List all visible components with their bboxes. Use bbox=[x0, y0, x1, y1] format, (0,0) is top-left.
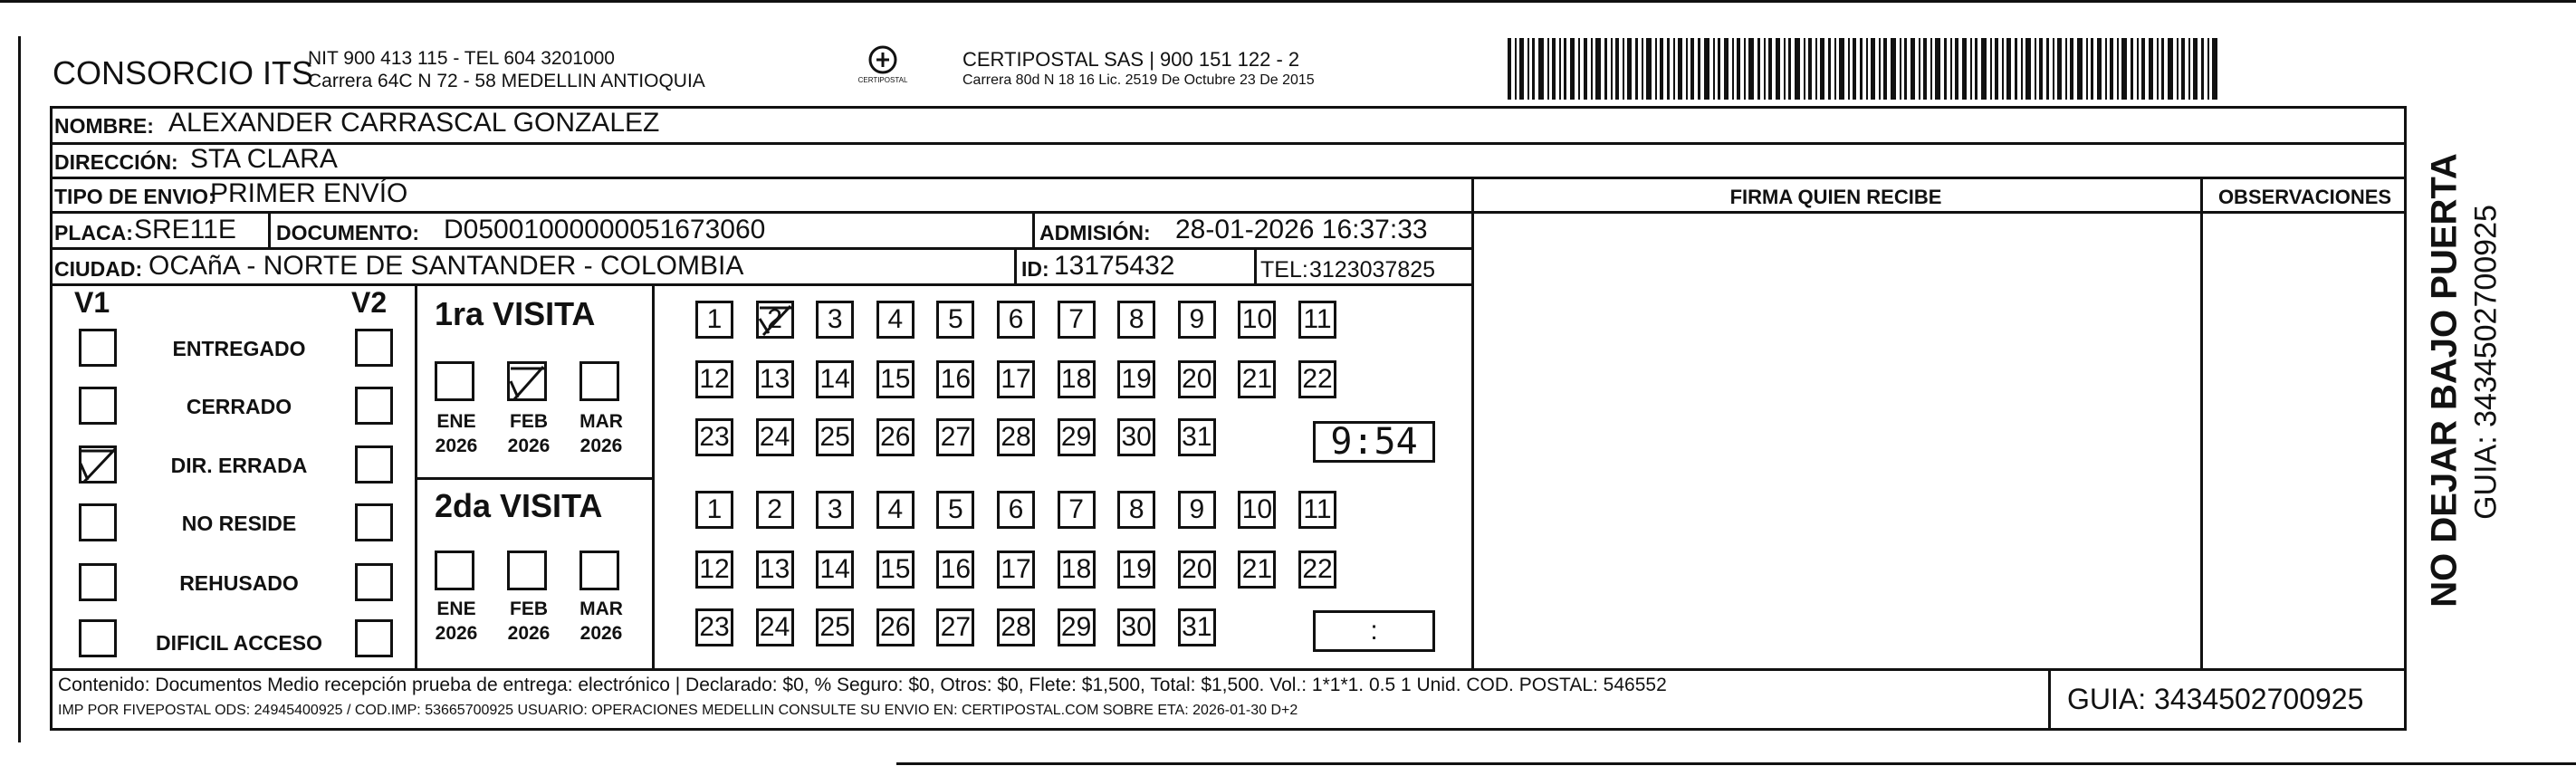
day-number: 27 bbox=[940, 422, 972, 452]
footer-guia: GUIA: 3434502700925 bbox=[2067, 683, 2364, 715]
day-box-17[interactable] bbox=[997, 551, 1035, 589]
day-box-16[interactable] bbox=[936, 551, 974, 589]
day-box-26[interactable] bbox=[876, 608, 915, 646]
nombre-value: ALEXANDER CARRASCAL GONZALEZ bbox=[168, 108, 660, 138]
status-cerrado-label: CERRADO bbox=[186, 395, 292, 418]
footer-imp: IMP POR FIVEPOSTAL ODS: 24945400925 / COD.IMP: 53665700925 USUARIO: OPERACIONES MEDELLIN CONSULTE SU ENVIO EN: CERTIPOSTAL.COM SOBRE ETA: 2026-01-30 D+2 bbox=[58, 703, 1298, 718]
v1-checkbox-dificil-acceso[interactable] bbox=[79, 619, 117, 657]
col-line bbox=[1471, 177, 1474, 670]
carrier-address: Carrera 80d N 18 16 Lic. 2519 De Octubre 23 De 2015 bbox=[962, 72, 1315, 88]
firma-header: FIRMA QUIEN RECIBE bbox=[1729, 186, 1942, 208]
day-number: 8 bbox=[1128, 304, 1144, 334]
first-year-ene: 2026 bbox=[435, 436, 478, 456]
day-number: 12 bbox=[699, 554, 730, 584]
day-number: 20 bbox=[1182, 554, 1212, 584]
day-box-3[interactable] bbox=[816, 301, 854, 339]
day-box-12[interactable] bbox=[695, 360, 733, 398]
v2-checkbox-dificil-acceso[interactable] bbox=[355, 619, 393, 657]
day-number: 9 bbox=[1189, 494, 1205, 524]
day-number: 8 bbox=[1128, 494, 1144, 524]
v2-checkbox-rehusado[interactable] bbox=[355, 563, 393, 601]
day-box-19[interactable] bbox=[1117, 551, 1155, 589]
status-dir-errada-label: DIR. ERRADA bbox=[170, 454, 308, 477]
day-number: 10 bbox=[1241, 494, 1273, 524]
day-box-1[interactable] bbox=[695, 491, 733, 529]
day-box-23[interactable] bbox=[695, 608, 733, 646]
day-box-25[interactable] bbox=[816, 418, 854, 456]
day-number: 10 bbox=[1241, 304, 1273, 334]
day-number: 15 bbox=[880, 554, 911, 584]
day-box-28[interactable] bbox=[997, 418, 1035, 456]
day-box-17[interactable] bbox=[997, 360, 1035, 398]
observaciones-header: OBSERVACIONES bbox=[2217, 186, 2392, 208]
day-box-11[interactable] bbox=[1298, 491, 1336, 529]
ciudad-value: OCAñA - NORTE DE SANTANDER - COLOMBIA bbox=[148, 251, 744, 281]
day-number: 19 bbox=[1121, 364, 1152, 394]
footer-contenido: Contenido: Documentos Medio recepción prueba de entrega: electrónico | Declarado: $0, % Seguro: $0, Otros: $0, Flete: $1,500, Total: $1,500. Vol.: 1*1*1. 0.5 1 Unid. COD. POSTAL: 546552 bbox=[58, 675, 1667, 695]
day-box-29[interactable] bbox=[1058, 418, 1096, 456]
day-number: 6 bbox=[1008, 304, 1024, 334]
nombre-label: NOMBRE: bbox=[54, 114, 154, 138]
side-no-dejar-bajo-puerta: NO DEJAR BAJO PUERTA bbox=[2424, 153, 2465, 608]
day-box-13[interactable] bbox=[756, 551, 794, 589]
barcode bbox=[1508, 38, 2223, 100]
row-line bbox=[50, 247, 1473, 250]
day-box-18[interactable] bbox=[1058, 360, 1096, 398]
day-number: 13 bbox=[759, 554, 790, 584]
day-number: 25 bbox=[819, 422, 850, 452]
day-number: 16 bbox=[940, 554, 972, 584]
day-box-26[interactable] bbox=[876, 418, 915, 456]
day-box-23[interactable] bbox=[695, 418, 733, 456]
day-box-25[interactable] bbox=[816, 608, 854, 646]
day-number: 2 bbox=[767, 494, 782, 524]
day-number: 11 bbox=[1303, 304, 1332, 334]
second-visit-time-field[interactable]: : bbox=[1313, 610, 1435, 652]
first-month-ene-label: ENE bbox=[436, 411, 476, 432]
day-number: 24 bbox=[759, 422, 790, 452]
day-box-28[interactable] bbox=[997, 608, 1035, 646]
v1-checkbox-no-reside[interactable] bbox=[79, 503, 117, 541]
day-number: 27 bbox=[940, 612, 972, 642]
day-box-1[interactable] bbox=[695, 301, 733, 339]
cell-divider bbox=[1032, 211, 1035, 249]
second-visit-month-feb[interactable] bbox=[507, 551, 547, 590]
day-box-7[interactable] bbox=[1058, 491, 1096, 529]
status-rehusado-label: REHUSADO bbox=[179, 571, 299, 595]
status-entregado-label: ENTREGADO bbox=[172, 337, 306, 360]
status-no-reside-label: NO RESIDE bbox=[181, 512, 297, 535]
day-number: 7 bbox=[1068, 304, 1084, 334]
bottom-edge-line bbox=[896, 762, 2576, 765]
col-line bbox=[2200, 177, 2203, 670]
cell-divider bbox=[268, 211, 271, 249]
day-box-27[interactable] bbox=[936, 608, 974, 646]
day-number: 22 bbox=[1302, 554, 1333, 584]
day-number: 9 bbox=[1189, 304, 1205, 334]
first-visit-month-mar[interactable] bbox=[579, 361, 619, 401]
day-number: 3 bbox=[827, 494, 843, 524]
col-header-line bbox=[1471, 211, 2407, 214]
second-year-feb: 2026 bbox=[507, 623, 551, 644]
tipo-envio-value: PRIMER ENVÍO bbox=[210, 178, 408, 208]
second-month-mar-label: MAR bbox=[579, 598, 623, 619]
left-edge-line bbox=[18, 36, 21, 742]
tel-value: 3123037825 bbox=[1309, 257, 1436, 282]
day-number: 7 bbox=[1068, 494, 1084, 524]
logo-text: CERTIPOSTAL bbox=[857, 76, 908, 84]
first-month-mar-label: MAR bbox=[579, 411, 623, 432]
strike-mark-icon bbox=[756, 301, 794, 339]
day-number: 5 bbox=[948, 494, 963, 524]
day-box-8[interactable] bbox=[1117, 301, 1155, 339]
first-visit-month-feb[interactable] bbox=[507, 361, 547, 401]
cell-divider bbox=[1014, 247, 1017, 285]
day-number: 28 bbox=[1001, 422, 1031, 452]
day-number: 31 bbox=[1182, 422, 1212, 452]
v2-checkbox-no-reside[interactable] bbox=[355, 503, 393, 541]
v2-checkbox-dir-errada[interactable] bbox=[355, 445, 393, 484]
day-number: 22 bbox=[1302, 364, 1333, 394]
day-box-21[interactable] bbox=[1238, 551, 1276, 589]
day-box-3[interactable] bbox=[816, 491, 854, 529]
second-month-feb-label: FEB bbox=[510, 598, 548, 619]
company-name: CONSORCIO ITS bbox=[53, 54, 314, 91]
address-line: Carrera 64C N 72 - 58 MEDELLIN ANTIOQUIA bbox=[308, 71, 705, 91]
day-number: 12 bbox=[699, 364, 730, 394]
day-box-20[interactable] bbox=[1178, 360, 1216, 398]
day-box-29[interactable] bbox=[1058, 608, 1096, 646]
carrier-name: CERTIPOSTAL SAS | 900 151 122 - 2 bbox=[962, 48, 1300, 71]
direccion-label: DIRECCIÓN: bbox=[54, 150, 178, 174]
row-line bbox=[50, 142, 2407, 145]
day-number: 26 bbox=[880, 612, 911, 642]
day-number: 17 bbox=[1001, 554, 1031, 584]
day-number: 2 bbox=[767, 304, 782, 334]
day-number: 28 bbox=[1001, 612, 1031, 642]
first-year-feb: 2026 bbox=[507, 436, 551, 456]
day-box-14[interactable] bbox=[816, 551, 854, 589]
first-month-feb-label: FEB bbox=[510, 411, 548, 432]
day-box-30[interactable] bbox=[1117, 418, 1155, 456]
day-number: 29 bbox=[1060, 422, 1092, 452]
v1-checkbox-cerrado[interactable] bbox=[79, 387, 117, 425]
day-number: 6 bbox=[1008, 494, 1024, 524]
day-number: 4 bbox=[887, 494, 904, 524]
day-box-18[interactable] bbox=[1058, 551, 1096, 589]
day-box-14[interactable] bbox=[816, 360, 854, 398]
section-divider bbox=[652, 283, 655, 670]
certipostal-logo bbox=[847, 43, 919, 98]
day-box-27[interactable] bbox=[936, 418, 974, 456]
day-box-5[interactable] bbox=[936, 301, 974, 339]
day-box-4[interactable] bbox=[876, 301, 915, 339]
day-box-31[interactable] bbox=[1178, 418, 1216, 456]
day-box-6[interactable] bbox=[997, 491, 1035, 529]
day-number: 29 bbox=[1060, 612, 1092, 642]
v1-checkbox-rehusado[interactable] bbox=[79, 563, 117, 601]
ciudad-label: CIUDAD: bbox=[54, 257, 143, 281]
day-number: 24 bbox=[759, 612, 790, 642]
day-number: 25 bbox=[819, 612, 850, 642]
day-box-8[interactable] bbox=[1117, 491, 1155, 529]
v1-label: V1 bbox=[74, 286, 110, 319]
day-number: 21 bbox=[1241, 554, 1273, 584]
second-month-ene-label: ENE bbox=[436, 598, 476, 619]
id-label: ID: bbox=[1021, 257, 1049, 281]
day-box-15[interactable] bbox=[876, 360, 915, 398]
v2-checkbox-cerrado[interactable] bbox=[355, 387, 393, 425]
checkmark-icon bbox=[507, 361, 547, 401]
day-box-2[interactable] bbox=[756, 301, 794, 339]
day-box-13[interactable] bbox=[756, 360, 794, 398]
day-number: 1 bbox=[706, 304, 723, 334]
day-box-7[interactable] bbox=[1058, 301, 1096, 339]
row-line bbox=[50, 283, 1473, 286]
day-number: 4 bbox=[887, 304, 904, 334]
day-number: 15 bbox=[880, 364, 911, 394]
visit-divider bbox=[415, 477, 653, 480]
day-box-2[interactable] bbox=[756, 491, 794, 529]
day-box-9[interactable] bbox=[1178, 491, 1216, 529]
day-number: 13 bbox=[759, 364, 790, 394]
day-number: 14 bbox=[819, 554, 850, 584]
day-box-24[interactable] bbox=[756, 608, 794, 646]
documento-label: DOCUMENTO: bbox=[276, 221, 420, 244]
status-dificil-acceso-label: DIFICIL ACCESO bbox=[155, 631, 322, 655]
direccion-value: STA CLARA bbox=[190, 144, 338, 174]
placa-label: PLACA: bbox=[54, 221, 133, 244]
day-number: 17 bbox=[1001, 364, 1031, 394]
second-visit-title: 2da VISITA bbox=[435, 487, 603, 524]
day-number: 18 bbox=[1060, 364, 1092, 394]
v1-checkbox-entregado[interactable] bbox=[79, 329, 117, 367]
first-year-mar: 2026 bbox=[579, 436, 623, 456]
second-year-mar: 2026 bbox=[579, 623, 623, 644]
day-box-16[interactable] bbox=[936, 360, 974, 398]
admision-value: 28-01-2026 16:37:33 bbox=[1175, 215, 1428, 244]
day-box-21[interactable] bbox=[1238, 360, 1276, 398]
day-number: 31 bbox=[1182, 612, 1212, 642]
day-number: 16 bbox=[940, 364, 972, 394]
day-number: 26 bbox=[880, 422, 911, 452]
day-number: 23 bbox=[699, 422, 730, 452]
top-edge-line bbox=[0, 0, 2576, 3]
day-number: 30 bbox=[1121, 422, 1152, 452]
checkmark-icon bbox=[79, 445, 117, 484]
placa-value: SRE11E bbox=[134, 215, 236, 244]
day-number: 20 bbox=[1182, 364, 1212, 394]
day-number: 30 bbox=[1121, 612, 1152, 642]
first-visit-title: 1ra VISITA bbox=[435, 295, 596, 332]
day-box-19[interactable] bbox=[1117, 360, 1155, 398]
day-box-6[interactable] bbox=[997, 301, 1035, 339]
documento-value: D05001000000051673060 bbox=[444, 215, 766, 244]
day-number: 19 bbox=[1121, 554, 1152, 584]
day-number: 18 bbox=[1060, 554, 1092, 584]
day-box-30[interactable] bbox=[1117, 608, 1155, 646]
day-number: 5 bbox=[948, 304, 963, 334]
day-box-12[interactable] bbox=[695, 551, 733, 589]
day-box-5[interactable] bbox=[936, 491, 974, 529]
second-visit-month-mar[interactable] bbox=[579, 551, 619, 590]
v1-checkbox-dir-errada[interactable] bbox=[79, 445, 117, 484]
day-number: 23 bbox=[699, 612, 730, 642]
day-number: 11 bbox=[1303, 494, 1332, 524]
day-number: 21 bbox=[1241, 364, 1273, 394]
second-visit-month-ene[interactable] bbox=[435, 551, 474, 590]
first-visit-month-ene[interactable] bbox=[435, 361, 474, 401]
day-box-11[interactable] bbox=[1298, 301, 1336, 339]
second-year-ene: 2026 bbox=[435, 623, 478, 644]
id-value: 13175432 bbox=[1054, 251, 1175, 281]
tipo-envio-label: TIPO DE ENVIO: bbox=[54, 185, 215, 208]
day-number: 1 bbox=[706, 494, 723, 524]
day-box-31[interactable] bbox=[1178, 608, 1216, 646]
footer-line bbox=[50, 668, 2407, 671]
day-box-24[interactable] bbox=[756, 418, 794, 456]
day-box-10[interactable] bbox=[1238, 491, 1276, 529]
footer-divider bbox=[2048, 668, 2051, 731]
day-box-22[interactable] bbox=[1298, 551, 1336, 589]
day-number: 14 bbox=[819, 364, 850, 394]
v2-checkbox-entregado[interactable] bbox=[355, 329, 393, 367]
first-visit-time-field[interactable]: 9:54 bbox=[1313, 421, 1435, 463]
day-box-10[interactable] bbox=[1238, 301, 1276, 339]
nit-line: NIT 900 413 115 - TEL 604 3201000 bbox=[308, 48, 615, 69]
day-box-9[interactable] bbox=[1178, 301, 1216, 339]
side-guia: GUIA: 3434502700925 bbox=[2468, 205, 2504, 520]
day-box-20[interactable] bbox=[1178, 551, 1216, 589]
day-box-22[interactable] bbox=[1298, 360, 1336, 398]
day-number: 3 bbox=[827, 304, 843, 334]
admision-label: ADMISIÓN: bbox=[1039, 221, 1151, 244]
day-box-15[interactable] bbox=[876, 551, 915, 589]
cell-divider bbox=[1254, 247, 1257, 285]
v2-label: V2 bbox=[351, 286, 388, 319]
day-box-4[interactable] bbox=[876, 491, 915, 529]
tel-label: TEL: bbox=[1260, 257, 1308, 282]
